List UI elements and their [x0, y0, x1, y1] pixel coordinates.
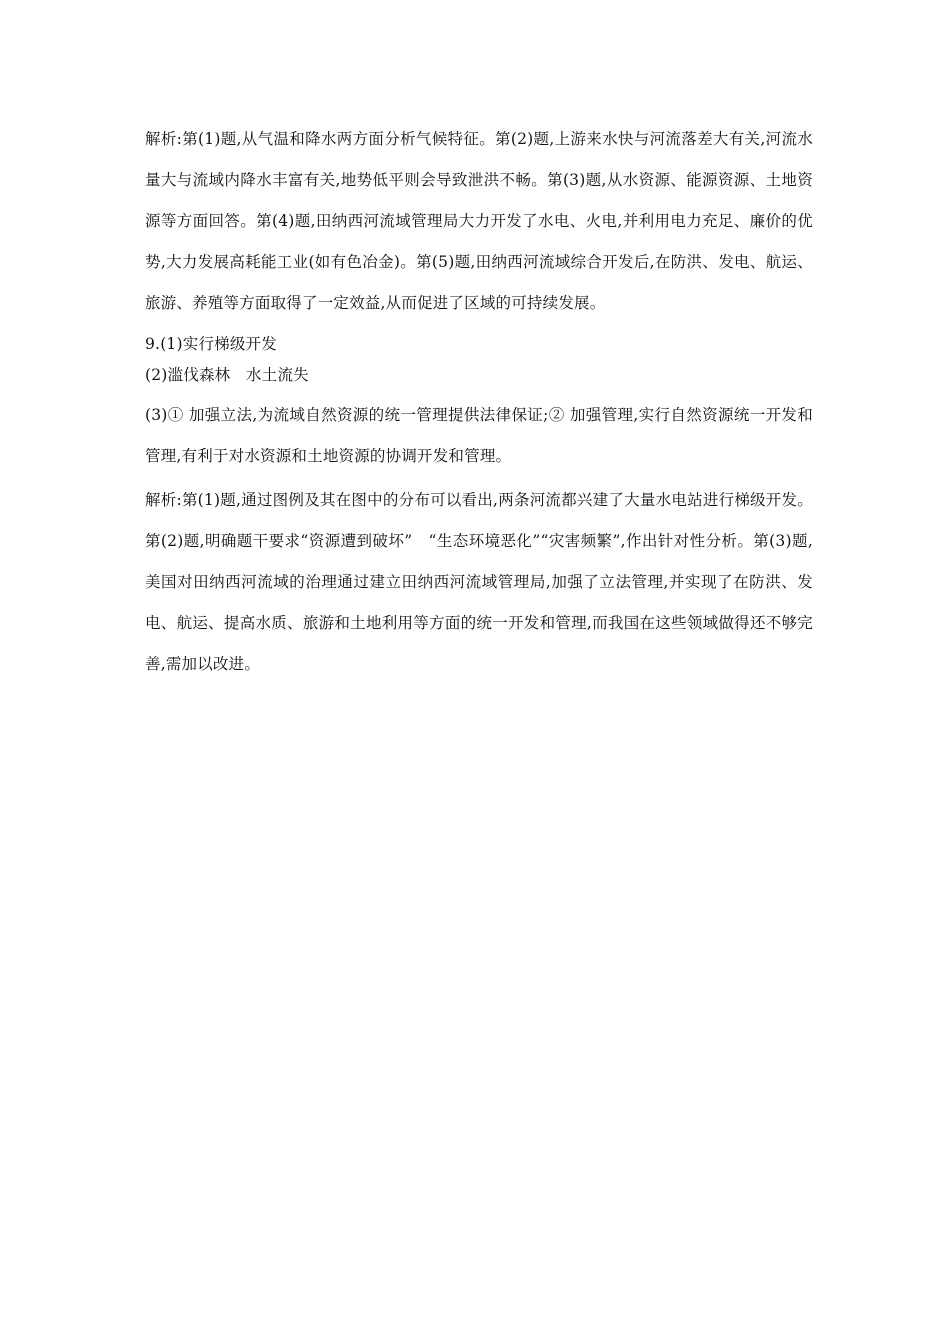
- analysis-paragraph-question-9: 解析:第(1)题,通过图例及其在图中的分布可以看出,两条河流都兴建了大量水电站进行梯级开发。第(2)题,明确题干要求“资源遭到破坏” “生态环境恶化”“灾害频繁”,作出针对性分析。第(3)题,美国对田纳西河流域的治理通过建立田纳西河流域管理局,加强了立法管理,并实现了在防洪、发电、航运、提高水质、旅游和土地利用等方面的统一开发和管理,而我国在这些领域做得还不够完善,需加以改进。: [145, 491, 813, 673]
- answer-content: [145, 119, 813, 685]
- answer-9-part-3: (3)① 加强立法,为流域自然资源的统一管理提供法律保证;② 加强管理,实行自然资源统一开发和管理,有利于对水资源和土地资源的协调开发和管理。: [145, 406, 813, 465]
- answer-9-part-2: (2)滥伐森林 水土流失: [145, 366, 309, 384]
- analysis-paragraph-question-8: 解析:第(1)题,从气温和降水两方面分析气候特征。第(2)题,上游来水快与河流落差大有关,河流水量大与流域内降水丰富有关,地势低平则会导致泄洪不畅。第(3)题,从水资源、能源资源、土地资源等方面回答。第(4)题,田纳西河流域管理局大力开发了水电、火电,并利用电力充足、廉价的优势,大力发展高耗能工业(如有色冶金)。第(5)题,田纳西河流域综合开发后,在防洪、发电、航运、旅游、养殖等方面取得了一定效益,从而促进了区域的可持续发展。: [145, 130, 813, 312]
- answer-9-part-1: 9.(1)实行梯级开发: [145, 335, 277, 353]
